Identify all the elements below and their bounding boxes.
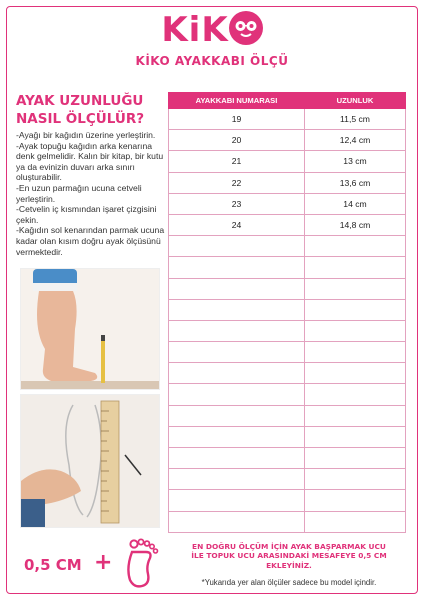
length-cell bbox=[305, 426, 406, 447]
length-cell bbox=[305, 342, 406, 363]
size-cell bbox=[169, 511, 305, 532]
size-cell: 21 bbox=[169, 151, 305, 172]
model-note: *Yukarıda yer alan ölçüler sadece bu model içindir. bbox=[201, 578, 377, 587]
table-row bbox=[169, 214, 406, 235]
size-cell bbox=[169, 320, 305, 341]
size-cell: 23 bbox=[169, 193, 305, 214]
table-row bbox=[169, 511, 406, 532]
size-cell bbox=[169, 299, 305, 320]
instruction-item: -Kağıdın sol kenarından parmak ucuna kadar olan kısım doğru ayak ölçüsünü vermektedir. bbox=[16, 225, 165, 257]
table-row bbox=[169, 448, 406, 469]
foot-on-paper-photo bbox=[20, 268, 160, 390]
size-cell bbox=[169, 490, 305, 511]
table-body bbox=[169, 109, 406, 533]
instruction-item: -Ayak topuğu kağıdın arka kenarına denk gelmelidir. Kalın bir kitap, bir kutu ya da evinizin duvarı arka sınırı oluşturabilir. bbox=[16, 140, 164, 183]
size-cell bbox=[169, 342, 305, 363]
foot-icon bbox=[120, 538, 162, 595]
table-row bbox=[169, 236, 406, 257]
size-cell: 19 bbox=[169, 109, 305, 130]
size-cell bbox=[169, 426, 305, 447]
table-row bbox=[169, 172, 406, 193]
length-cell: 12,4 cm bbox=[305, 130, 406, 151]
table-row bbox=[169, 405, 406, 426]
length-cell: 14,8 cm bbox=[305, 214, 406, 235]
size-cell: 24 bbox=[169, 214, 305, 235]
size-cell bbox=[169, 448, 305, 469]
table-row bbox=[169, 384, 406, 405]
size-cell bbox=[169, 257, 305, 278]
size-table bbox=[168, 92, 406, 533]
table-row bbox=[169, 278, 406, 299]
measurement-tip: EN DOĞRU ÖLÇÜM İÇİN AYAK BAŞPARMAK UCU İLE TOPUK UCU ARASINDAKİ MESAFEYE 0,5 CM EKLEYİNİZ. bbox=[191, 542, 387, 570]
measurement-tip-section bbox=[6, 532, 418, 592]
length-cell: 11,5 cm bbox=[305, 109, 406, 130]
column-header-size: AYAKKABI NUMARASI bbox=[169, 93, 305, 109]
length-cell bbox=[305, 384, 406, 405]
length-cell: 13,6 cm bbox=[305, 172, 406, 193]
table-row bbox=[169, 151, 406, 172]
table-row bbox=[169, 130, 406, 151]
size-cell bbox=[169, 363, 305, 384]
measure-heading: AYAK UZUNLUĞU NASIL ÖLÇÜLÜR? bbox=[16, 93, 145, 127]
size-cell bbox=[169, 405, 305, 426]
table-row bbox=[169, 469, 406, 490]
table-row bbox=[169, 363, 406, 384]
logo-wordmark: KiK bbox=[0, 10, 424, 50]
length-cell: 14 cm bbox=[305, 193, 406, 214]
length-cell bbox=[305, 448, 406, 469]
table-row bbox=[169, 342, 406, 363]
instruction-item: -Ayağı bir kağıdın üzerine yerleştirin. bbox=[16, 130, 156, 140]
length-cell bbox=[305, 320, 406, 341]
length-cell bbox=[305, 490, 406, 511]
table-row bbox=[169, 490, 406, 511]
instruction-item: -En uzun parmağın ucuna cetveli yerleştirin. bbox=[16, 182, 142, 204]
table-header-row bbox=[169, 93, 406, 109]
length-cell bbox=[305, 236, 406, 257]
length-cell bbox=[305, 511, 406, 532]
size-cell bbox=[169, 469, 305, 490]
table-row bbox=[169, 426, 406, 447]
length-cell bbox=[305, 278, 406, 299]
size-cell bbox=[169, 236, 305, 257]
length-cell bbox=[305, 299, 406, 320]
table-row bbox=[169, 299, 406, 320]
length-cell bbox=[305, 363, 406, 384]
ruler-measuring-photo bbox=[20, 394, 160, 528]
length-cell bbox=[305, 469, 406, 490]
table-row bbox=[169, 320, 406, 341]
plus-sign: + bbox=[94, 550, 113, 575]
instruction-item: -Cetvelin iç kısmından işaret çizgisini çekin. bbox=[16, 204, 157, 225]
length-cell bbox=[305, 257, 406, 278]
page-subtitle: KİKO AYAKKABI ÖLÇÜ bbox=[135, 54, 289, 68]
column-header-length: UZUNLUK bbox=[305, 93, 406, 109]
table-row bbox=[169, 257, 406, 278]
size-cell: 20 bbox=[169, 130, 305, 151]
size-cell bbox=[169, 384, 305, 405]
brand-logo bbox=[0, 10, 424, 68]
size-cell bbox=[169, 278, 305, 299]
table-row bbox=[169, 109, 406, 130]
length-cell bbox=[305, 405, 406, 426]
extra-length-label: 0,5 CM bbox=[24, 556, 82, 574]
length-cell: 13 cm bbox=[305, 151, 406, 172]
instructions-list bbox=[16, 130, 166, 257]
table-row bbox=[169, 193, 406, 214]
glasses-face-icon bbox=[229, 11, 263, 45]
size-cell: 22 bbox=[169, 172, 305, 193]
